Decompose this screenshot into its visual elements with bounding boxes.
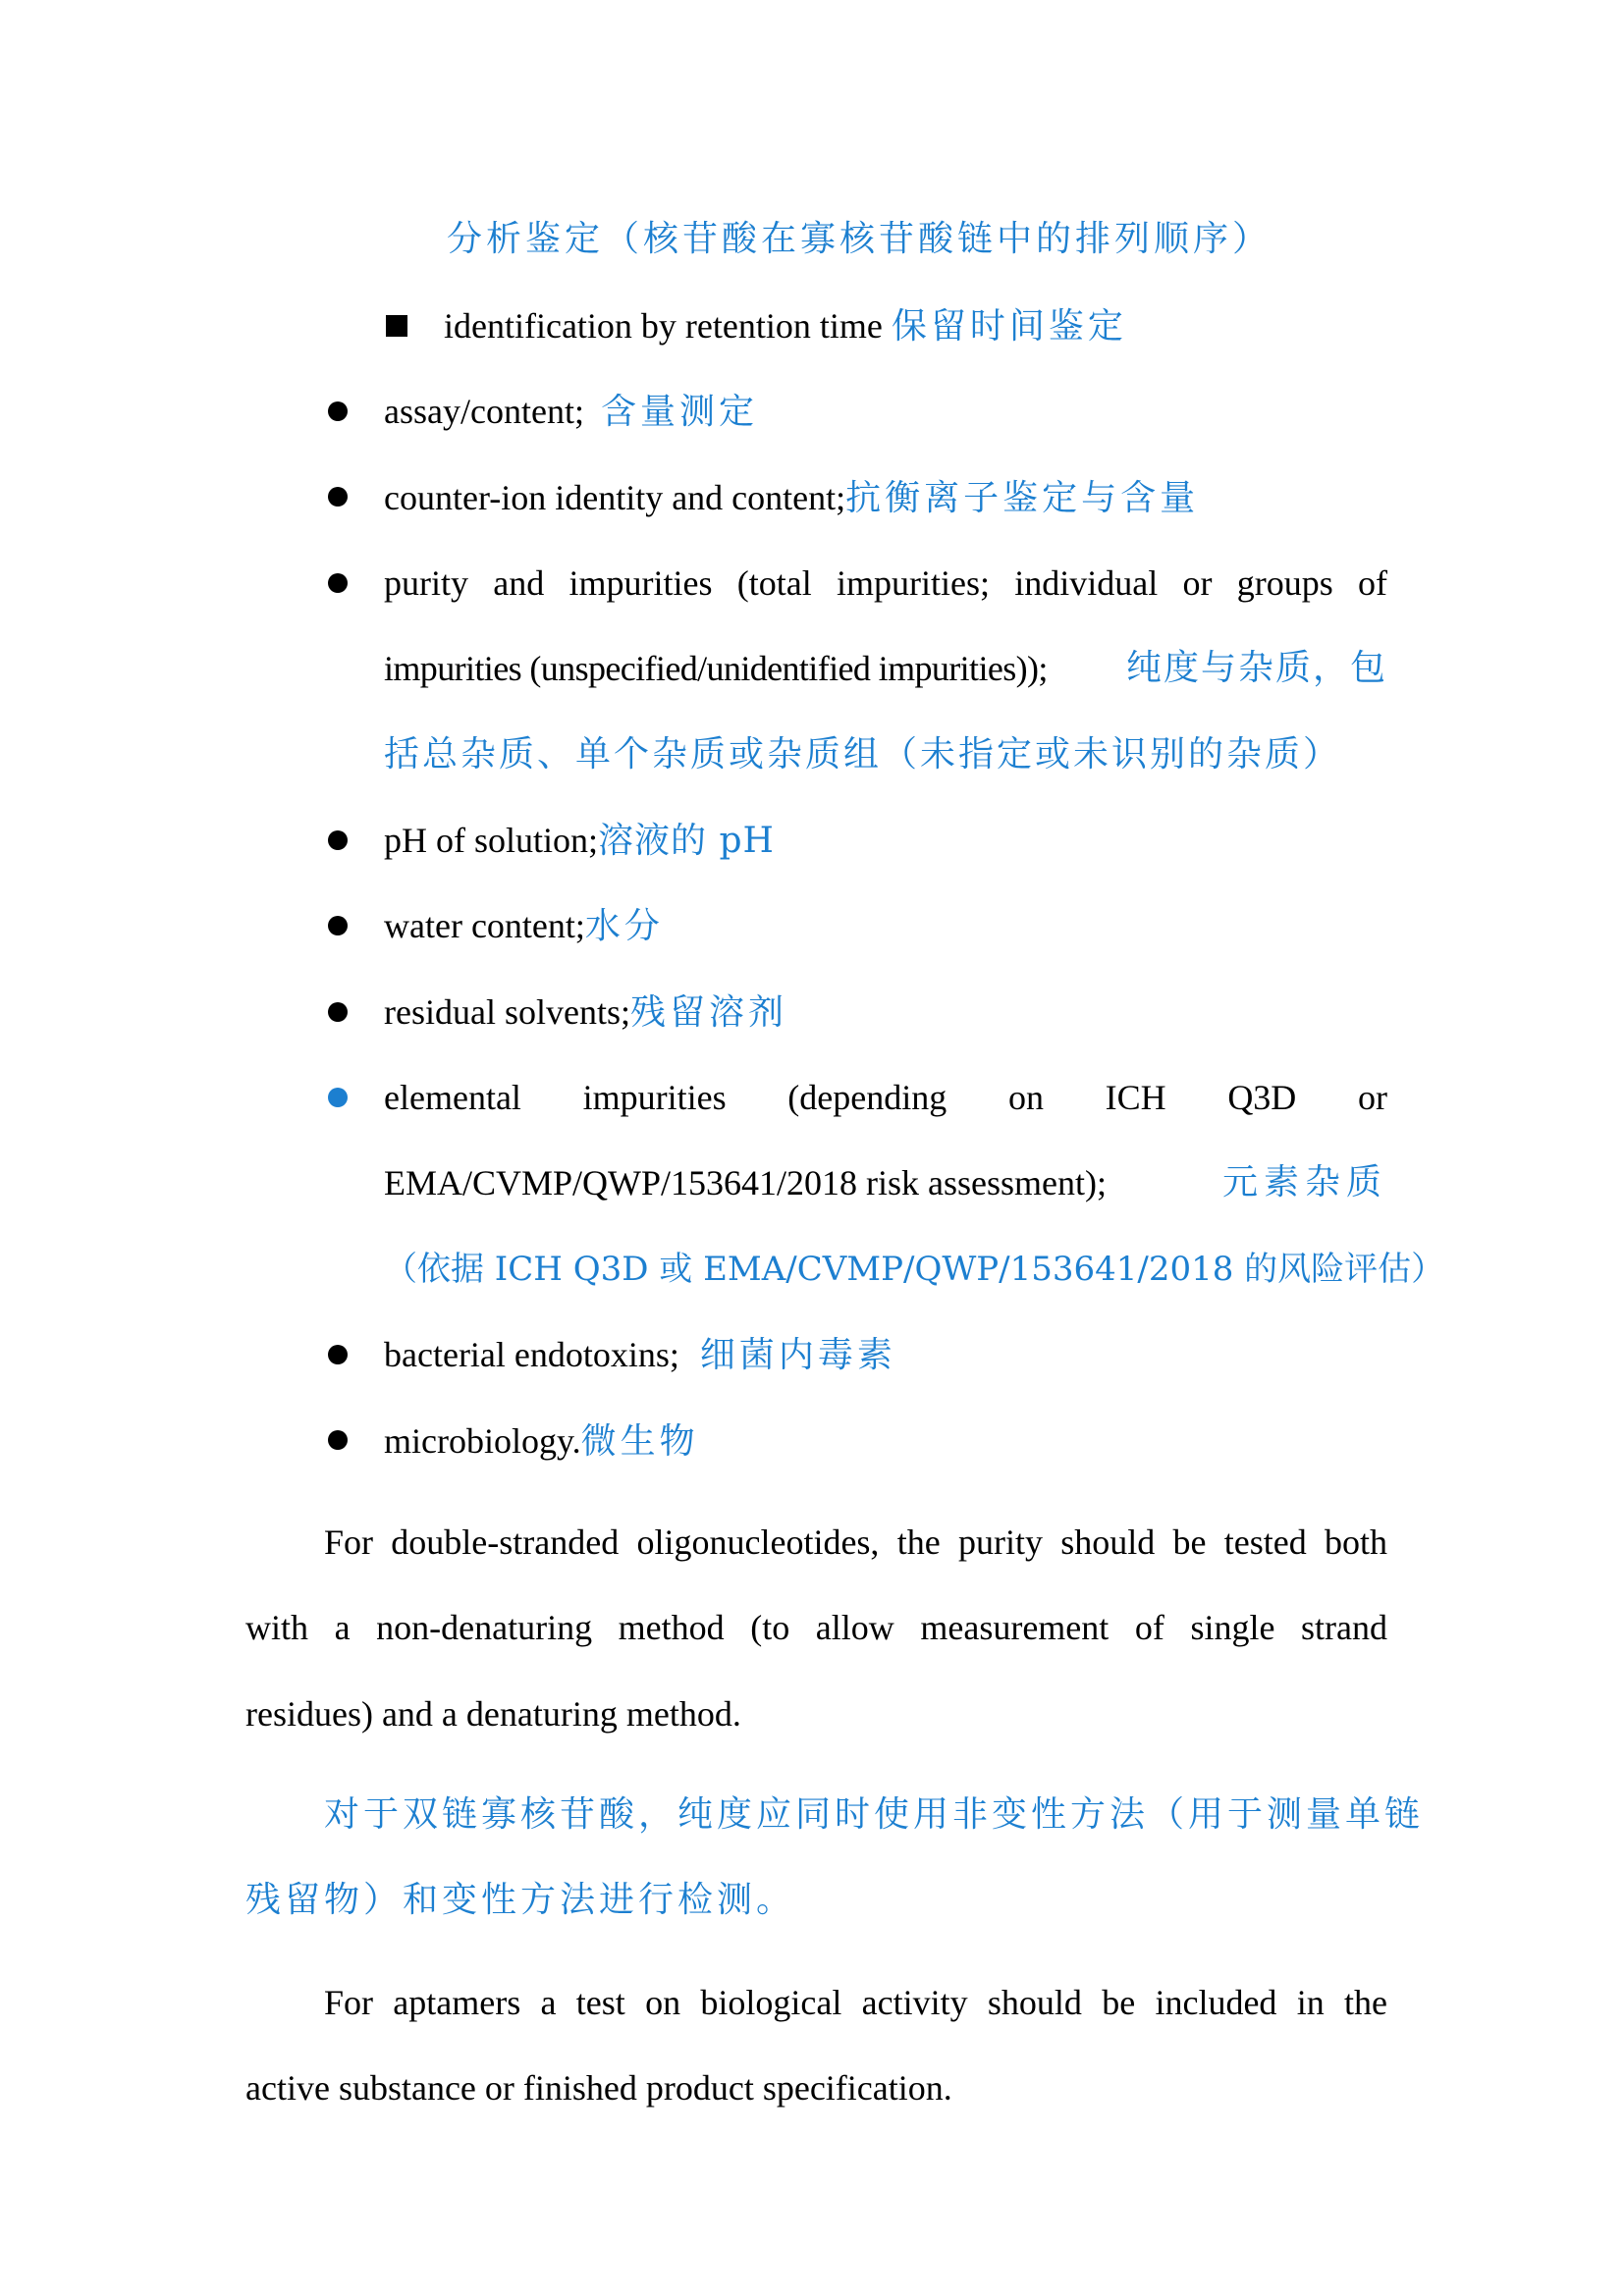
word: purity	[384, 563, 468, 603]
text-line-9-zh: 水分	[584, 906, 664, 946]
word: impurities	[582, 1078, 727, 1117]
bullet-dot-icon	[328, 401, 348, 421]
text-line-12	[384, 1161, 1387, 1204]
text-line-14	[384, 1333, 896, 1377]
text-line-14-en: bacterial endotoxins;	[384, 1335, 688, 1374]
word: elemental	[384, 1078, 521, 1117]
text-line-9	[384, 904, 664, 948]
text-line-10-en: residual solvents;	[384, 992, 630, 1032]
paragraph-1-line-2: with a non-denaturing method (to allow measurement of single strand	[245, 1608, 1387, 1647]
paragraph-1-line-1: For double-stranded oligonucleotides, the purity should be tested both	[324, 1522, 1387, 1562]
paragraph-2-line-2: 残留物）和变性方法进行检测。	[245, 1880, 796, 1920]
text-line-3-zh: 含量测定	[600, 392, 758, 432]
word: on	[1007, 1078, 1044, 1117]
text-line-15	[384, 1419, 699, 1464]
text-line-11	[384, 1076, 1387, 1119]
text-line-6	[384, 647, 1387, 690]
text-line-3	[384, 390, 758, 434]
text-line-13: （依据 ICH Q3D 或 EMA/CVMP/QWP/153641/2018 的风险评估）	[384, 1250, 1445, 1289]
word: impurities;	[836, 563, 990, 603]
text-line-4-zh: 抗衡离子鉴定与含量	[845, 478, 1200, 518]
word: individual	[1014, 563, 1159, 603]
word: or	[1182, 563, 1213, 603]
text-line-9-en: water content;	[384, 906, 585, 945]
text-line-8	[384, 819, 775, 863]
text-line-4-en: counter-ion identity and content;	[384, 478, 846, 517]
text-line-2-zh: 保留时间鉴定	[891, 306, 1127, 347]
word: or	[1358, 1078, 1387, 1117]
bullet-dot-icon	[328, 573, 348, 593]
word: of	[1357, 563, 1387, 603]
text-line-8-en: pH of solution;	[384, 821, 599, 860]
word: Q3D	[1227, 1078, 1297, 1117]
text-line-14-zh: 细菌内毒素	[699, 1335, 896, 1375]
word: (depending	[787, 1078, 947, 1117]
bullet-dot-icon	[328, 1002, 348, 1022]
word: (total	[736, 563, 812, 603]
paragraph-1-line-3: residues) and a denaturing method.	[245, 1694, 741, 1734]
text-line-1: 分析鉴定（核苷酸在寡核苷酸链中的排列顺序）	[447, 219, 1272, 259]
text-line-8-zh: 溶液的 pH	[598, 821, 775, 861]
text-line-12-en: EMA/CVMP/QWP/153641/2018 risk assessment);	[384, 1163, 1108, 1202]
text-line-3-en: assay/content;	[384, 392, 593, 431]
bullet-dot-icon	[328, 916, 348, 935]
text-line-4	[384, 476, 1199, 520]
text-line-7: 括总杂质、单个杂质或杂质组（未指定或未识别的杂质）	[384, 734, 1342, 774]
text-line-2	[444, 304, 1127, 348]
paragraph-3-line-2: active substance or finished product specification.	[245, 2068, 952, 2108]
word: impurities	[568, 563, 713, 603]
text-line-5	[384, 561, 1387, 605]
text-line-15-en: microbiology.	[384, 1421, 581, 1461]
text-line-2-en: identification by retention time	[444, 306, 892, 346]
word: and	[493, 563, 545, 603]
text-line-6-zh: 纯度与杂质，包	[1125, 648, 1387, 688]
paragraph-3-line-1: For aptamers a test on biological activity should be included in the	[324, 1983, 1387, 2022]
text-line-10-zh: 残留溶剂	[629, 992, 787, 1033]
bullet-dot-icon	[328, 487, 348, 507]
text-line-12-zh: 元素杂质	[1221, 1162, 1387, 1202]
word: ICH	[1105, 1078, 1166, 1117]
paragraph-2-line-1: 对于双链寡核苷酸，纯度应同时使用非变性方法（用于测量单链	[324, 1794, 1425, 1835]
square-bullet-icon	[386, 315, 407, 337]
bullet-dot-icon	[328, 1345, 348, 1364]
text-line-10	[384, 990, 787, 1035]
bullet-dot-icon	[328, 1430, 348, 1450]
bullet-dot-icon	[328, 830, 348, 850]
bullet-dot-blue-icon	[328, 1088, 348, 1107]
word: groups	[1236, 563, 1333, 603]
text-line-6-en: impurities (unspecified/unidentified impurities));	[384, 649, 1048, 688]
text-line-15-zh: 微生物	[580, 1421, 699, 1462]
